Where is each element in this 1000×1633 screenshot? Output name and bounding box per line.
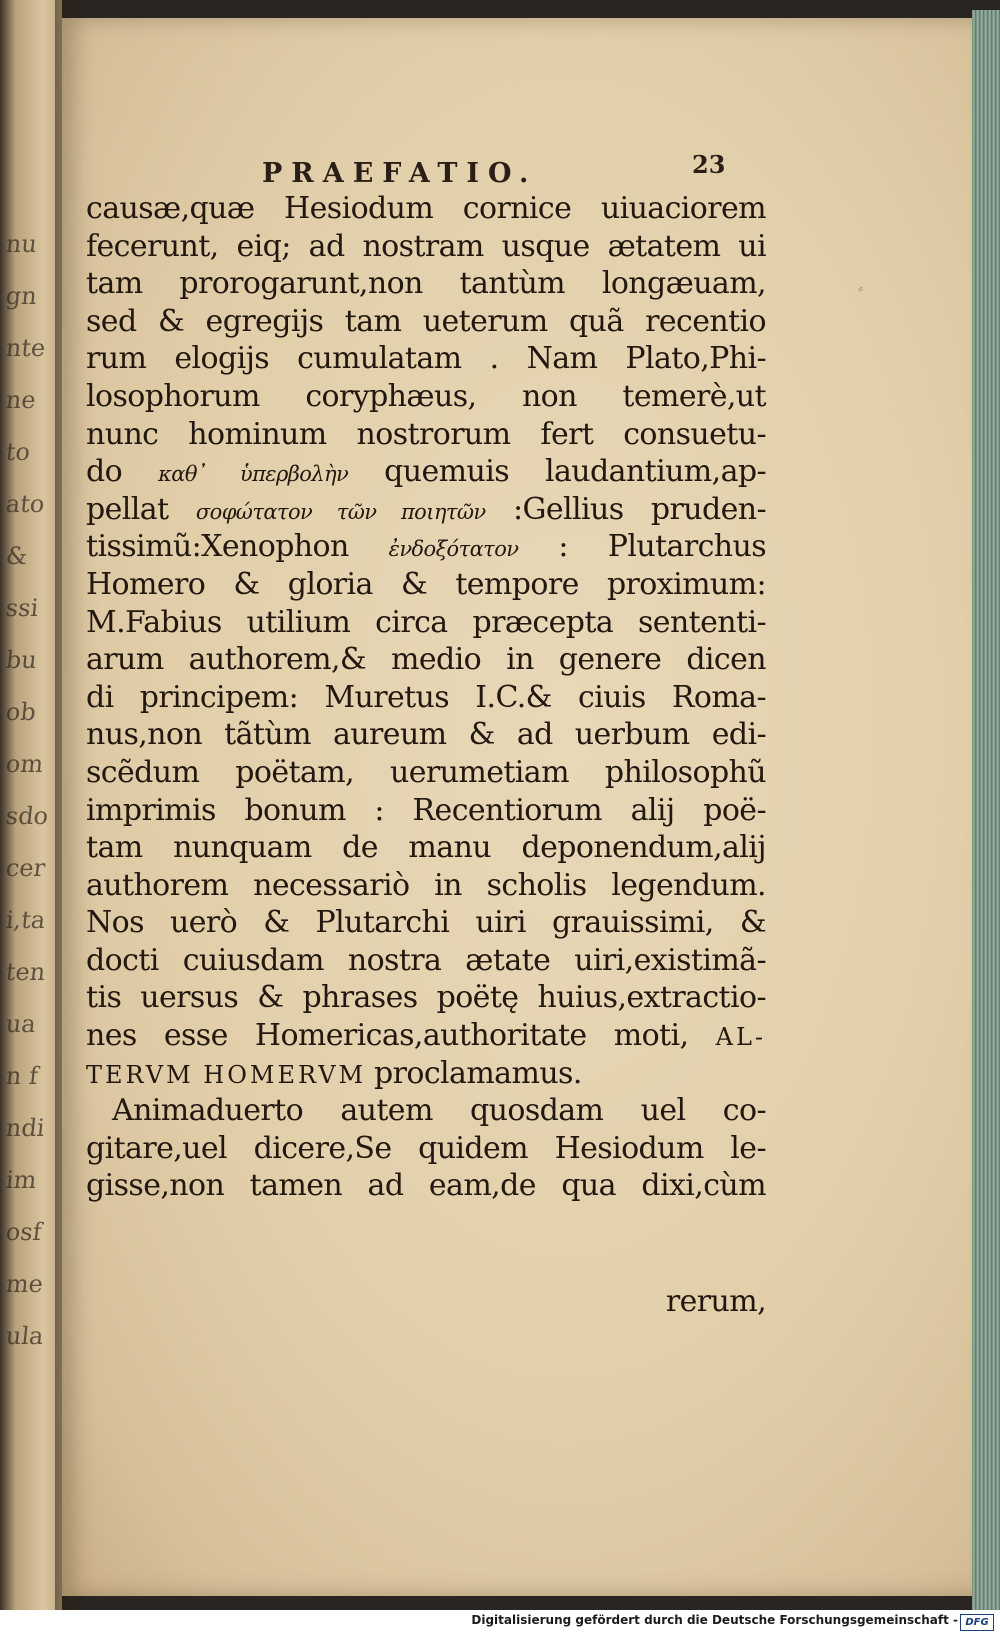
text-line: [86, 792, 766, 830]
line-post: :Gellius pruden-: [512, 491, 766, 527]
page-number: 23: [692, 150, 726, 179]
line-pre: do: [86, 454, 123, 490]
text-line: [86, 904, 766, 942]
line-caps: AL-: [715, 1023, 766, 1052]
facing-page-fragment: gn: [4, 282, 39, 310]
text-line: [86, 416, 766, 454]
line-text: imprimis bonum : Recentiorum alij poë-: [86, 792, 766, 828]
facing-page-fragment: ndi: [4, 1114, 46, 1142]
line-text: gitare,uel dicere,Se quidem Hesiodum le-: [86, 1130, 766, 1166]
facing-page-fragment: ssi: [4, 594, 40, 622]
catchword-line: [86, 1283, 766, 1321]
text-line: [86, 190, 766, 228]
facing-page-fragment: sdo: [4, 802, 50, 830]
dfg-logo: DFG: [960, 1614, 994, 1631]
text-line: [86, 1092, 766, 1130]
line-text: authorem necessariò in scholis legendum.: [86, 867, 766, 903]
line-greek: σοφώτατον τῶν ποιητῶν: [195, 499, 486, 524]
text-line: [86, 265, 766, 303]
facing-page-fragment: cer: [4, 854, 47, 882]
facing-page-fragment: ato: [4, 490, 46, 518]
facing-page-fragment: ten: [4, 958, 47, 986]
running-head-title: PRAEFATIO.: [262, 158, 538, 189]
line-post: proclamamus.: [374, 1055, 582, 1091]
line-text: nunc hominum nostrorum fert consuetu-: [86, 416, 766, 452]
footer-bar: [0, 1610, 1000, 1633]
facing-page-fragment: i,ta: [4, 906, 47, 934]
facing-page-fragment: osf: [4, 1218, 44, 1246]
line-text: tis uersus & phrases poëtę huius,extractio-: [86, 980, 766, 1016]
text-line: [86, 1055, 766, 1093]
text-line: [86, 942, 766, 980]
facing-page-fragment: ne: [4, 386, 38, 414]
line-pre: pellat: [86, 491, 169, 527]
line-text: Animaduerto autem quosdam uel co-: [112, 1093, 766, 1129]
line-post: quemuis laudantium,ap-: [384, 454, 767, 490]
text-line: [86, 716, 766, 754]
text-line: [86, 228, 766, 266]
line-text: M.Fabius utilium circa præcepta sententi-: [86, 604, 766, 640]
facing-page-fragment: om: [4, 750, 45, 778]
facing-page-fragment: ula: [4, 1322, 45, 1350]
line-text: nus,non tãtùm aureum & ad uerbum edi-: [86, 717, 766, 753]
line-text: arum authorem,& medio in genere dicen: [86, 642, 766, 678]
text-line: [86, 566, 766, 604]
line-caps: TERVM HOMERVM: [86, 1060, 367, 1089]
text-line: [86, 604, 766, 642]
text-line: [86, 867, 766, 905]
catchword: rerum,: [665, 1284, 766, 1319]
line-text: Nos uerò & Plutarchi uiri grauissimi, &: [86, 905, 766, 941]
facing-page-fragment: me: [4, 1270, 45, 1298]
text-line: [86, 1017, 766, 1055]
facing-page-fragment: nte: [4, 334, 47, 362]
text-line: [86, 641, 766, 679]
line-text: di principem: Muretus I.C.& ciuis Roma-: [86, 679, 766, 715]
facing-page-fragment: &: [4, 542, 29, 570]
facing-page-fragment: ob: [4, 698, 38, 726]
facing-page-edge: [0, 0, 62, 1610]
line-text: losophorum coryphæus, non temerè,ut: [86, 378, 766, 414]
facing-page-fragment: to: [4, 438, 32, 466]
text-line: [86, 829, 766, 867]
ink-mark: ⸗: [858, 278, 864, 297]
text-line: [86, 979, 766, 1017]
text-line: [86, 528, 766, 566]
line-text: rum elogijs cumulatam . Nam Plato,Phi-: [86, 341, 766, 377]
facing-page-fragment: bu: [4, 646, 39, 674]
line-text: fecerunt, eiq; ad nostram usque ætatem ui: [86, 228, 766, 264]
text-line: [86, 754, 766, 792]
page-stack-edge: [972, 10, 1000, 1610]
text-line: [86, 453, 766, 491]
line-text: Homero & gloria & tempore proximum:: [86, 566, 766, 602]
line-text: tam nunquam de manu deponendum,alij: [86, 830, 766, 866]
body-text: [86, 190, 766, 1205]
text-line: [86, 1167, 766, 1205]
line-post: : Plutarchus: [558, 529, 767, 565]
text-line: [86, 340, 766, 378]
line-greek: καθ᾽ ὑπερβολὴν: [158, 462, 349, 487]
line-text: sed & egregijs tam ueterum quã recentio: [86, 303, 766, 339]
text-line: [86, 491, 766, 529]
text-line: [86, 679, 766, 717]
facing-page-fragment: n f: [4, 1062, 40, 1090]
line-text: scẽdum poëtam, uerumetiam philosophũ: [86, 754, 766, 790]
facing-page-fragment: ua: [4, 1010, 38, 1038]
line-text: gisse,non tamen ad eam,de qua dixi,cùm: [86, 1168, 766, 1204]
line-text: docti cuiusdam nostra ætate uiri,existimã-: [86, 942, 766, 978]
text-line: [86, 303, 766, 341]
text-line: [86, 378, 766, 416]
text-line: [86, 1130, 766, 1168]
line-text: tam prorogarunt,non tantùm longæuam,: [86, 266, 766, 302]
line-text: causæ,quæ Hesiodum cornice uiuaciorem: [86, 191, 766, 226]
facing-page-fragment: nu: [4, 230, 39, 258]
funding-credit: Digitalisierung gefördert durch die Deutsche Forschungsgemeinschaft -: [471, 1613, 958, 1627]
line-pre: tissimũ:Xenophon: [86, 529, 349, 565]
facing-page-fragment: im: [4, 1166, 38, 1194]
line-pre: nes esse Homericas,authoritate moti,: [86, 1018, 689, 1054]
line-greek: ἐνδοξότατον: [388, 537, 519, 562]
